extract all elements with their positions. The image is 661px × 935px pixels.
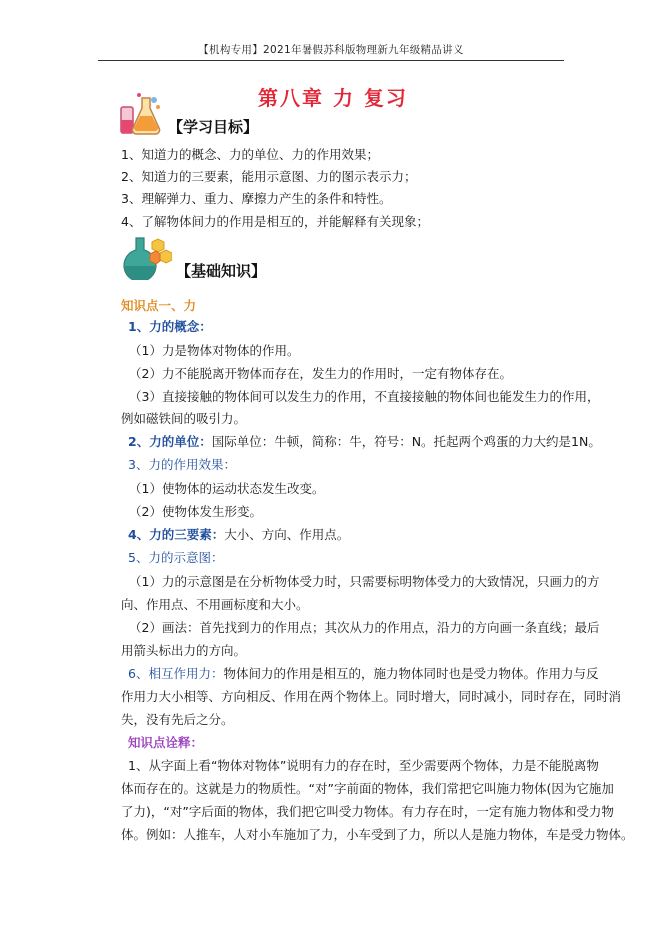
diagram-item: 向、作用点、不用画标度和大小。 <box>121 597 309 612</box>
effect-item: （2）使物体发生形变。 <box>129 504 262 519</box>
mutual-title: 6、相互作用力： <box>128 666 224 681</box>
elements-text: 大小、方向、作用点。 <box>224 527 350 542</box>
concept-item: 例如磁铁间的吸引力。 <box>121 411 247 426</box>
header-rule <box>98 60 564 61</box>
mutual-text: 物体间力的作用是相互的，施力物体同时也是受力物体。作用力与反 <box>223 666 599 681</box>
effect-title <box>128 457 236 473</box>
diagram-item: 用箭头标出力的方向。 <box>121 643 247 658</box>
elements-title: 4、力的三要素： <box>128 527 225 542</box>
goal-item: 3、理解弹力、重力、摩擦力产生的条件和特性。 <box>121 191 392 206</box>
concept-title <box>128 319 212 335</box>
diagram-title <box>128 550 223 566</box>
mutual-line: 失，没有先后之分。 <box>121 712 234 727</box>
concept-item: （2）力不能脱离开物体而存在，发生力的作用时，一定有物体存在。 <box>129 366 512 381</box>
diagram-title-text: 5、力的示意图： <box>128 550 224 565</box>
goal-item: 2、知道力的三要素，能用示意图、力的图示表示力； <box>121 169 417 184</box>
diagram-item: （1）力的示意图是在分析物体受力时，只需要标明物体受力的大致情况，只画力的方 <box>129 574 600 589</box>
flask-honeycomb-icon <box>120 236 172 280</box>
unit-title: 2、力的单位： <box>128 434 212 449</box>
effect-item: （1）使物体的运动状态发生改变。 <box>129 481 325 496</box>
mutual-line: 作用力大小相等、方向相反、作用在两个物体上。同时增大，同时减小，同时存在，同时消 <box>121 689 622 704</box>
knowledge-point-heading: 知识点一、力 <box>121 298 197 313</box>
elements-line <box>128 527 349 543</box>
explain-line: 了力)，“对”字后面的物体，我们把它叫受力物体。有力存在时，一定有施力物体和受力物 <box>121 804 614 819</box>
chapter-title: 第八章 力 复习 <box>258 86 408 110</box>
goals-section-title: 【学习目标】 <box>168 118 259 136</box>
goal-item: 1、知道力的概念、力的单位、力的作用效果； <box>121 147 379 162</box>
unit-line <box>128 434 601 450</box>
mutual-line <box>128 666 598 682</box>
explain-line: 1、从字面上看“物体对物体”说明有力的存在时，至少需要两个物体，力是不能脱离物 <box>128 758 599 773</box>
effect-title-text: 3、力的作用效果： <box>128 457 236 472</box>
unit-text: 国际单位：牛顿，简称：牛，符号：N。托起两个鸡蛋的力大约是1N。 <box>211 434 601 449</box>
explain-line: 体而存在的。这就是力的物质性。“对”字前面的物体，我们常把它叫施力物体(因为它施加 <box>121 781 614 796</box>
page-header: 【机构专用】2021年暑假苏科版物理新九年级精品讲义 <box>198 44 464 56</box>
goal-item: 4、了解物体间力的作用是相互的，并能解释有关现象； <box>121 214 429 229</box>
chemistry-flask-icon <box>118 92 164 138</box>
diagram-item: （2）画法：首先找到力的作用点；其次从力的作用点，沿力的方向画一条直线；最后 <box>129 620 600 635</box>
concept-item: （1）力是物体对物体的作用。 <box>129 343 300 358</box>
explain-heading-text: 知识点诠释： <box>128 735 204 750</box>
concept-title-text: 1、力的概念： <box>128 319 212 334</box>
basics-section-title: 【基础知识】 <box>176 262 267 280</box>
explain-line: 体。例如：人推车，人对小车施加了力，小车受到了力，所以人是施力物体，车是受力物体。 <box>121 827 634 842</box>
explain-heading <box>128 735 203 751</box>
concept-item: （3）直接接触的物体间可以发生力的作用，不直接接触的物体间也能发生力的作用， <box>129 389 600 404</box>
